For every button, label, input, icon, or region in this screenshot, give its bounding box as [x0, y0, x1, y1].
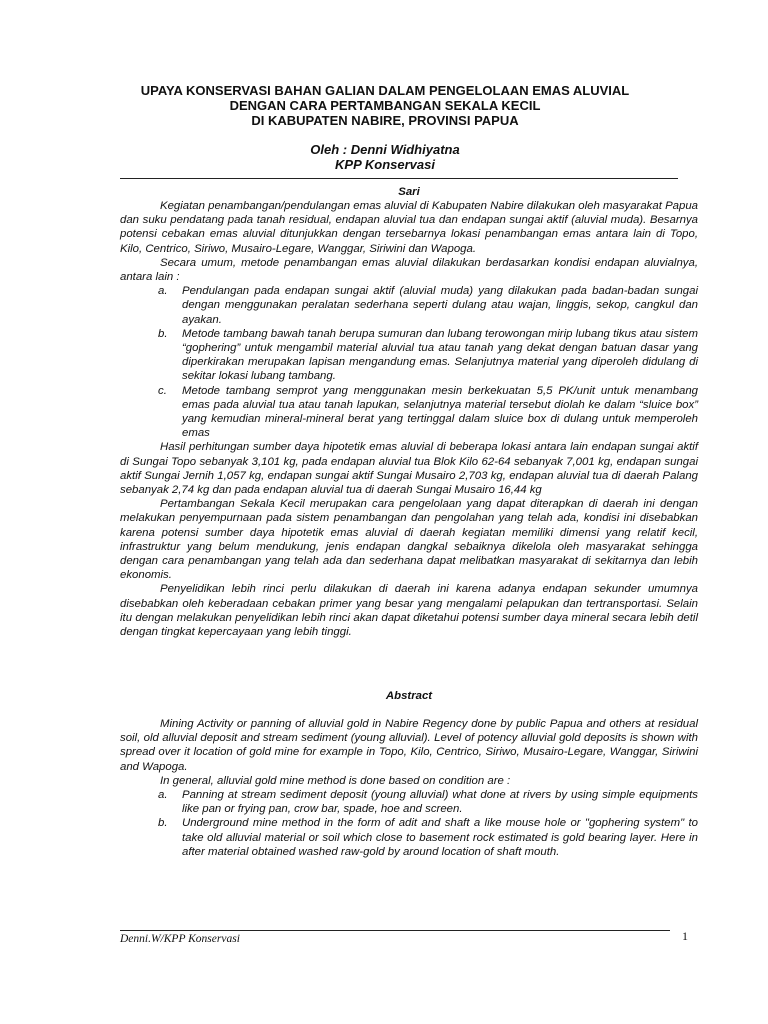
list-item-text: Underground mine method in the form of adit and shaft a like mouse hole or "gophering system" to take old alluvial material or soil which close to basement rock estimated is gold bearing layer. Here in after material obtained washed raw-gold by around location of shaft mouth.: [182, 817, 698, 858]
abstract-list-item: [120, 816, 698, 859]
author-affiliation: KPP Konservasi: [335, 157, 435, 172]
sari-paragraph-4: Pertambangan Sekala Kecil merupakan cara pengelolaan yang dapat diterapkan di daerah ini dengan melakukan penyempurnaan pada sistem penambangan dan pengolahan yang telah ada, kondisi ini disebabkan karena potensi sumber daya hipotetik emas aluvial di daerah kegiatan memiliki dimensi yang relatif kecil, infrastruktur yang belum mendukung, jenis endapan dangkal sebaiknya dikelola oleh masyarakat sehingga dengan cara penambangan yang telah ada dan sederhana dapat melibatkan masyarakat di sekitarnya dan lebih ekonomis.: [120, 498, 698, 582]
list-item-text: Metode tambang semprot yang menggunakan mesin berkekuatan 5,5 PK/unit untuk menambang emas pada aluvial tua atau tanah lapukan, selanjutnya material tersebut diolah ke dalam “sluice box” yang kemudian mineral-mineral berat yang tertinggal dalam sluice box di dulang untuk memperoleh emas: [182, 384, 698, 440]
title-line-2: DENGAN CARA PERTAMBANGAN SEKALA KECIL: [229, 98, 541, 113]
sari-paragraph-3: Hasil perhitungan sumber daya hipotetik emas aluvial di beberapa lokasi antara lain endapan sungai aktif di Sungai Topo sebanyak 3,101 kg, pada endapan aluvial tua Blok Kilo 62-64 sebanyak 7,001 kg, endapan sungai aktif Sungai Jernih 1,057 kg, endapan sungai aktif Sungai Musairo 2,703 kg, endapan aluvial tua di daerah Palang sebanyak 2,74 kg dan pada endapan aluvial tua di daerah Sungai Musairo 16,44 kg: [120, 441, 698, 497]
header-divider: [120, 178, 678, 179]
list-marker: a.: [158, 789, 168, 802]
abstract-list-item: [120, 788, 698, 816]
sari-section: [120, 185, 698, 639]
list-marker: b.: [158, 327, 168, 340]
abstract-paragraph-1: Mining Activity or panning of alluvial gold in Nabire Regency done by public Papua and others at residual soil, old alluvial deposit and stream sediment (young alluvial). Level of potency alluvial gold deposits is shown with spread over it location of gold mine for example in Topo, Kilo, Centrico, Siriwo, Musairo-Legare, Wanggar, Siriwini and Wapoga.: [120, 718, 698, 773]
list-marker: a.: [158, 285, 168, 298]
sari-paragraph-1: Kegiatan penambangan/pendulangan emas aluvial di Kabupaten Nabire dilakukan oleh masyarakat Papua dan suku pendatang pada tanah residual, endapan aluvial tua dan endapan sungai aktif (aluvial muda). Besarnya potensi cebakan emas aluvial ditunjukkan dengan tersebarnya lokasi penambangan emas antara lain di Topo, Kilo, Centrico, Siriwo, Musairo-Legare, Wanggar, Siriwini dan Wapoga.: [120, 200, 698, 255]
abstract-section: [120, 689, 698, 859]
sari-paragraph-5: Penyelidikan lebih rinci perlu dilakukan di daerah ini karena adanya endapan sekunder umumnya disebabkan oleh keberadaan cebakan primer yang besar yang mengalami pelapukan dan tertransportasi. Selain itu dengan melakukan penyelidikan lebih rinci akan dapat diketahui potensi sumber daya mineral secara lebih detil dengan tingkat kepercayaan yang lebih tinggi.: [120, 583, 698, 639]
sari-heading: Sari: [398, 186, 420, 198]
document-title: [90, 83, 680, 128]
list-item-text: Pendulangan pada endapan sungai aktif (aluvial muda) yang dilakukan pada badan-badan sungai dengan menggunakan peralatan sederhana seperti dulang atau wajan, linggis, sekop, cangkul dan ayakan.: [182, 285, 698, 326]
title-line-3: DI KABUPATEN NABIRE, PROVINSI PAPUA: [251, 113, 519, 128]
footer-author: Denni.W/KPP Konservasi: [120, 933, 240, 945]
list-item-text: Metode tambang bawah tanah berupa sumuran dan lubang terowongan mirip lubang tikus atau sistem “gophering” untuk mengambil material aluvial tua atau tanah yang dekat dengan batuan dasar yang diperkirakan merupakan lapisan mengandung emas. Selanjutnya material yang diperoleh didulang di sekitar lokasi lubang tambang.: [182, 327, 698, 383]
list-marker: c.: [158, 384, 167, 397]
sari-list-item: [120, 384, 698, 441]
sari-list-item: [120, 284, 698, 327]
author-block: [90, 142, 680, 172]
sari-list-item: [120, 327, 698, 384]
title-line-1: UPAYA KONSERVASI BAHAN GALIAN DALAM PENGELOLAAN EMAS ALUVIAL: [140, 83, 630, 98]
abstract-paragraph-2: In general, alluvial gold mine method is done based on condition are :: [160, 774, 511, 787]
list-item-text: Panning at stream sediment deposit (young alluvial) what done at rivers by using simple equipments like pan or frying pan, crow bar, spade, hoe and screen.: [182, 789, 698, 816]
abstract-heading: Abstract: [385, 690, 433, 702]
author-name: Oleh : Denni Widhiyatna: [310, 142, 460, 157]
page-number: 1: [682, 929, 688, 943]
sari-paragraph-2: Secara umum, metode penambangan emas aluvial dilakukan berdasarkan kondisi endapan aluvialnya, antara lain :: [120, 256, 698, 284]
footer-divider: [120, 930, 670, 931]
list-marker: b.: [158, 817, 168, 830]
